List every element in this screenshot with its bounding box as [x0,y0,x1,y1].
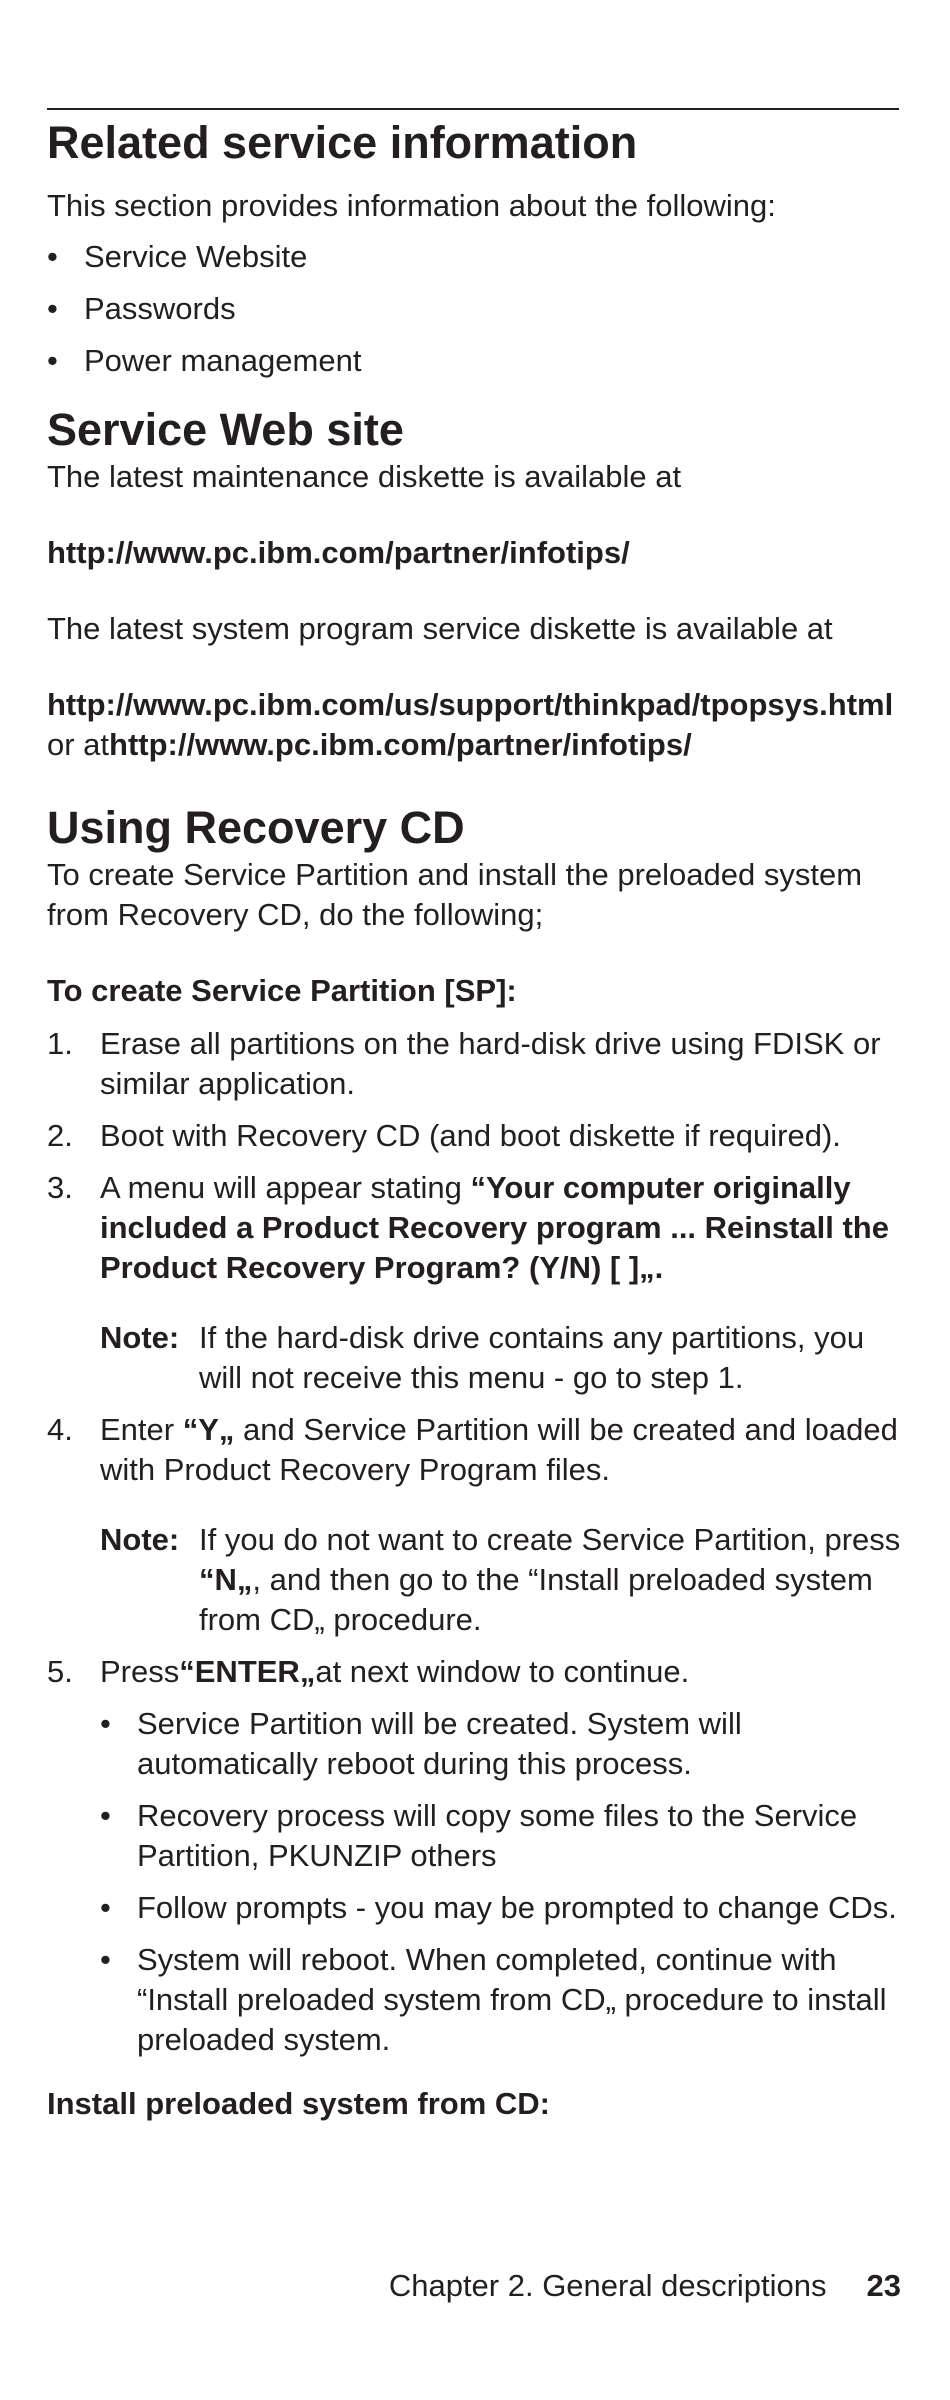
steps-list [47,1024,902,2060]
system-diskette-text: The latest system program service diskette is available at [47,611,833,646]
step-3: 3. A menu will appear stating “Your computer originally included a Product Recovery program ... Reinstall the Product Recovery Program? (Y/N) [ ]„. Note: If the hard-disk drive contains any partitions, you will not receive this menu - go to step 1. [47,1168,902,1398]
step-1: 1. Erase all partitions on the hard-disk drive using FDISK or similar application. [47,1026,881,1101]
step-number: 1. [47,1026,73,1061]
chapter-title: Chapter 2. General descriptions [388,2268,827,2303]
infotips-url-link[interactable]: http://www.pc.ibm.com/partner/infotips/ [109,727,692,762]
related-intro: This section provides information about the following: [47,188,776,223]
install-preloaded-heading: Install preloaded system from CD: [47,2086,551,2121]
maintenance-diskette-text: The latest maintenance diskette is available at [47,459,682,494]
list-item: • Follow prompts - you may be prompted to change CDs. [100,1888,902,1928]
step-number: 4. [47,1412,73,1447]
top-rule [47,108,899,110]
page-content [47,108,902,2124]
bullet-icon: • [47,291,58,326]
note: Note: If you do not want to create Service Partition, press “N„, and then go to the “Install preloaded system from CD„ procedure. [100,1522,901,1637]
bullet-icon: • [100,1706,111,1741]
page-footer [389,2266,901,2306]
maintenance-url-link[interactable]: http://www.pc.ibm.com/partner/infotips/ [47,535,630,570]
bullet-icon: • [100,1798,111,1833]
bullet-icon: • [100,1942,111,1977]
list-item: • Recovery process will copy some files to the Service Partition, PKUNZIP others [100,1798,858,1873]
tpopsys-url-link[interactable]: http://www.pc.ibm.com/us/support/thinkpad/tpopsys.html [47,687,894,722]
bullet-icon: • [47,239,58,274]
service-partition-heading: To create Service Partition [SP]: [47,973,517,1008]
recovery-cd-heading: Using Recovery CD [47,802,465,853]
list-item: • Service Website [47,237,902,277]
list-item: • Service Partition will be created. System will automatically reboot during this process. [100,1706,742,1781]
bullet-icon: • [100,1890,111,1925]
step-number: 5. [47,1654,73,1689]
recovery-intro: To create Service Partition and install the preloaded system from Recovery CD, do the following; [47,857,863,932]
or-at-line: or athttp://www.pc.ibm.com/partner/infotips/ [47,727,692,762]
note-label: Note: [100,1522,180,1557]
step-number: 3. [47,1170,73,1205]
service-website-heading: Service Web site [47,404,404,455]
note: Note: If the hard-disk drive contains any partitions, you will not receive this menu - go to step 1. [100,1320,865,1395]
list-item: • Power management [47,341,902,381]
list-item: • Passwords [47,289,902,329]
note-label: Note: [100,1320,180,1355]
step-5: 5. Press“ENTER„at next window to continue. • Service Partition will be created. System will automatically reboot during this process. • Recovery process will copy some files to the Service Partition, PKUNZIP others • Follow prompts - you may be prompted to change CDs. • System will reboot. When completed, continue with “Install preloaded system from CD„ procedure to install preloaded system. [47,1652,902,2060]
related-list [47,237,902,381]
step-number: 2. [47,1118,73,1153]
page-number: 23 [866,2268,901,2303]
step-2: 2. Boot with Recovery CD (and boot diskette if required). [47,1116,902,1156]
step-5-bullets [100,1704,902,2060]
bullet-icon: • [47,343,58,378]
step-4: 4. Enter “Y„ and Service Partition will be created and loaded with Product Recovery Program files. Note: If you do not want to create Service Partition, press “N„, and then go to the “Install preloaded system from CD„ procedure. [47,1410,902,1640]
related-service-heading: Related service information [47,117,638,168]
list-item: • System will reboot. When completed, continue with “Install preloaded system from CD„ procedure to install preloaded system. [100,1942,887,2057]
